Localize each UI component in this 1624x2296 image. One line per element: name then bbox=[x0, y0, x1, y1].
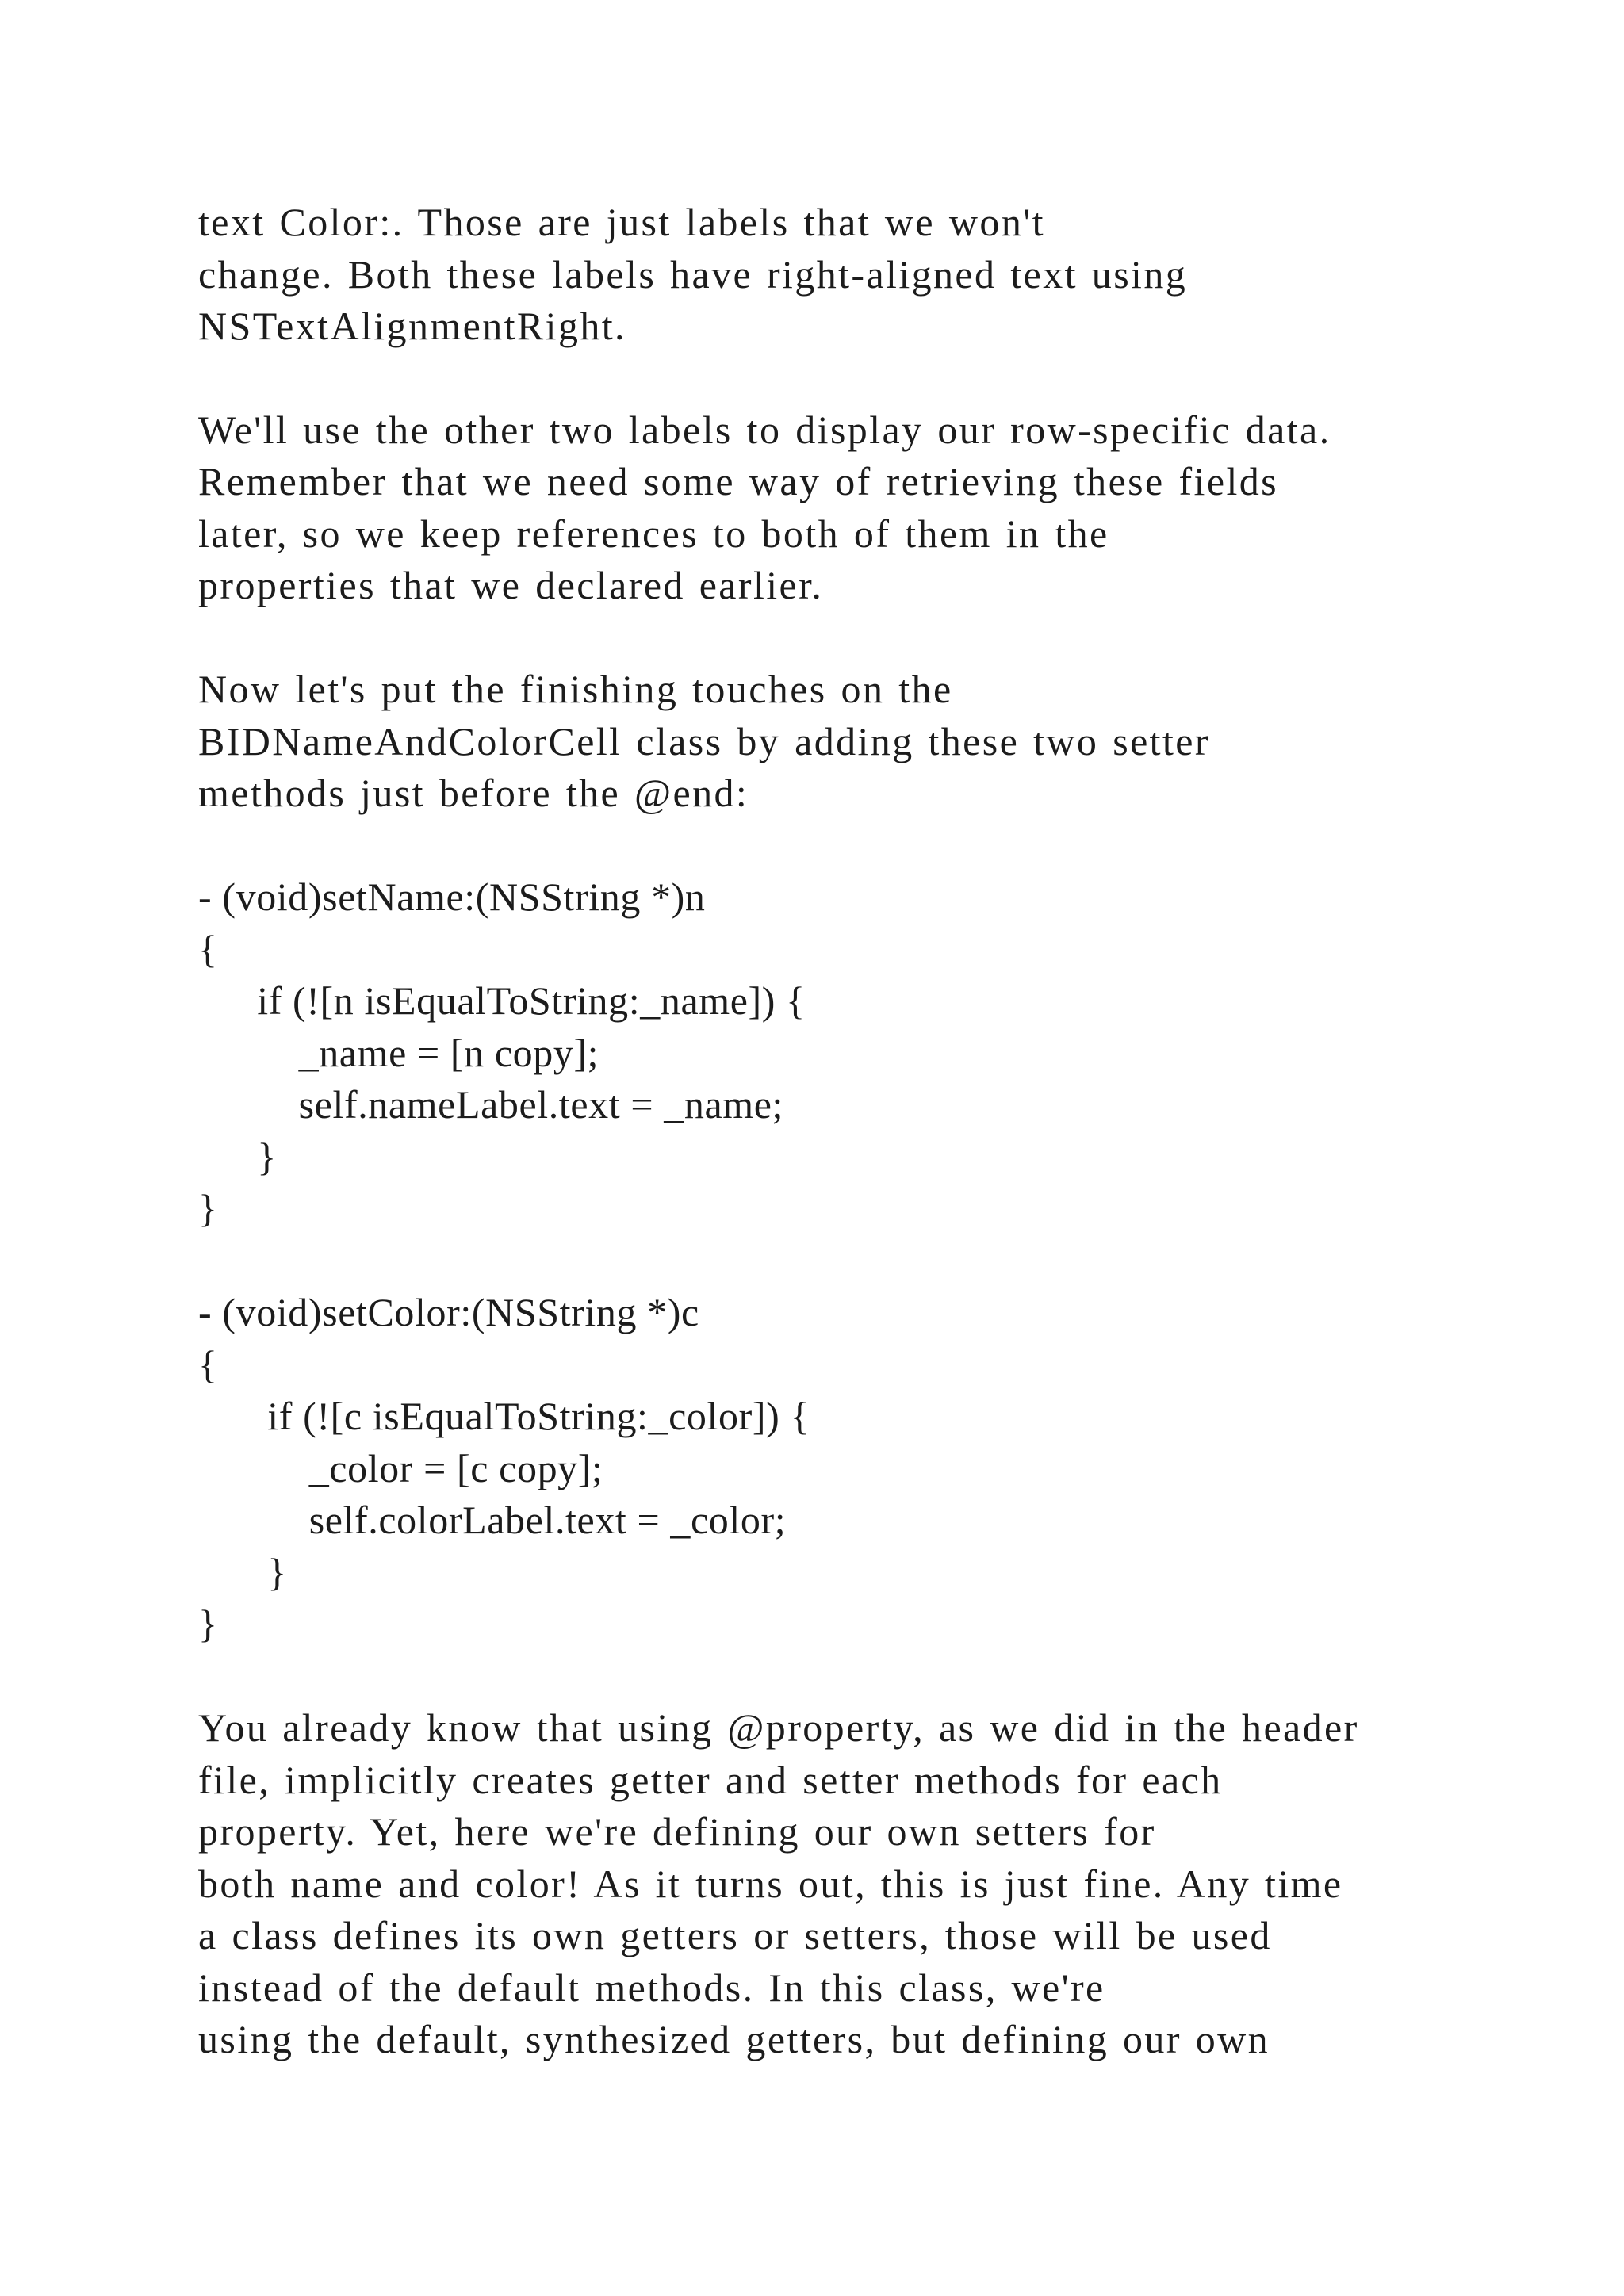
code-line: - (void)setColor:(NSString *)c bbox=[198, 1290, 699, 1334]
paragraph-1-line: change. Both these labels have right-aligned text using bbox=[198, 252, 1188, 297]
paragraph-1-line: text Color:. Those are just labels that we won't bbox=[198, 200, 1045, 244]
paragraph-4-line: both name and color! As it turns out, this is just fine. Any time bbox=[198, 1862, 1343, 1906]
code-line: } bbox=[236, 1550, 287, 1594]
paragraph-3-line: methods just before the @end: bbox=[198, 771, 749, 815]
code-line: _name = [n copy]; bbox=[236, 1031, 599, 1075]
paragraph-2-line: later, so we keep references to both of them in the bbox=[198, 511, 1109, 556]
code-line: if (![c isEqualToString:_color]) { bbox=[236, 1394, 810, 1438]
code-line: - (void)setName:(NSString *)n bbox=[198, 874, 706, 919]
paragraph-4-line: using the default, synthesized getters, but defining our own bbox=[198, 2017, 1270, 2061]
code-line: } bbox=[236, 1135, 277, 1179]
paragraph-4-line: property. Yet, here we're defining our own setters for bbox=[198, 1809, 1156, 1854]
paragraph-2-line: properties that we declared earlier. bbox=[198, 563, 824, 607]
code-line: self.nameLabel.text = _name; bbox=[236, 1082, 784, 1127]
paragraph-3-line: Now let's put the finishing touches on the bbox=[198, 667, 953, 711]
paragraph-1-line: NSTextAlignmentRight. bbox=[198, 304, 626, 348]
code-line: { bbox=[198, 1342, 218, 1387]
paragraph-4-line: a class defines its own getters or setters, those will be used bbox=[198, 1913, 1272, 1957]
paragraph-3-line: BIDNameAndColorCell class by adding these two setter bbox=[198, 719, 1210, 763]
paragraph-4-line: You already know that using @property, as we did in the header bbox=[198, 1705, 1359, 1750]
code-line: { bbox=[198, 927, 218, 971]
paragraph-4-line: instead of the default methods. In this class, we're bbox=[198, 1965, 1105, 2010]
paragraph-4-line: file, implicitly creates getter and setter methods for each bbox=[198, 1758, 1223, 1802]
paragraph-2-line: Remember that we need some way of retrieving these fields bbox=[198, 459, 1278, 503]
code-line: } bbox=[198, 1601, 218, 1646]
code-line: _color = [c copy]; bbox=[236, 1446, 603, 1490]
code-line: if (![n isEqualToString:_name]) { bbox=[236, 978, 806, 1023]
paragraph-2-line: We'll use the other two labels to display our row-specific data. bbox=[198, 408, 1331, 452]
code-line: self.colorLabel.text = _color; bbox=[236, 1498, 787, 1542]
code-line: } bbox=[198, 1186, 218, 1230]
